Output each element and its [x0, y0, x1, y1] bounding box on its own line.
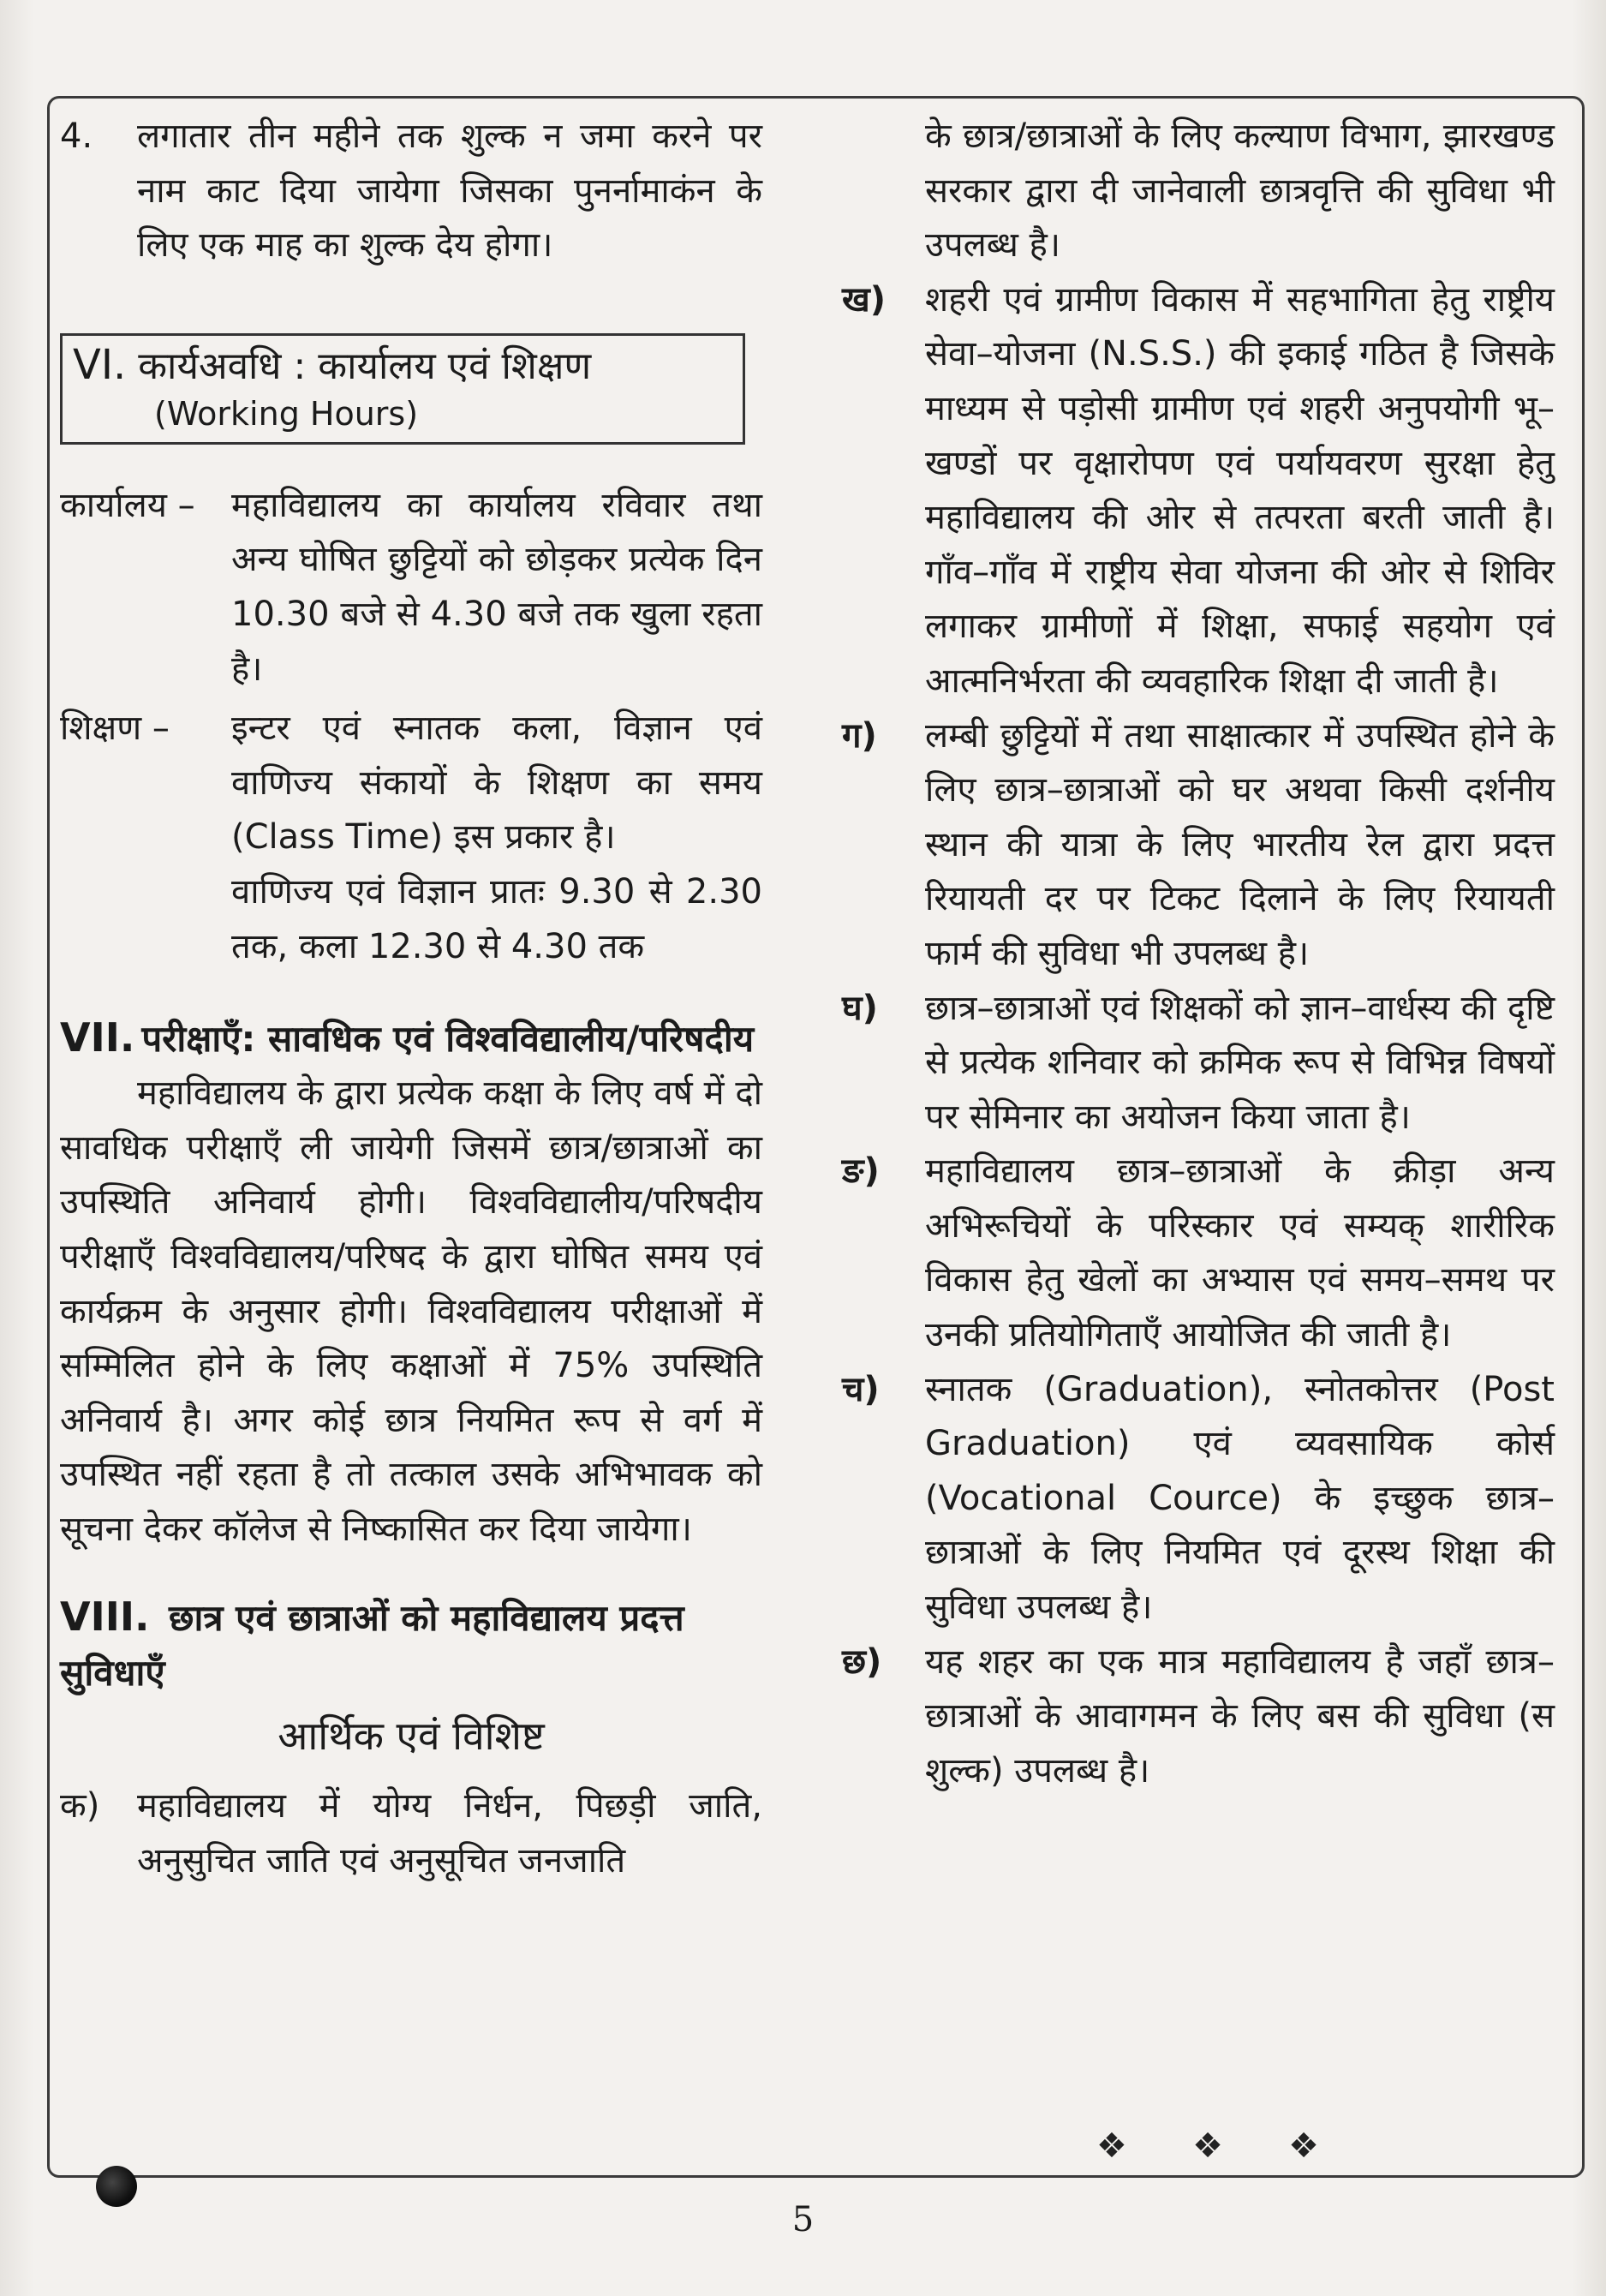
rule-item-4 — [60, 110, 762, 273]
facility-item-gha — [844, 982, 1555, 1145]
ornament-icon: ❖ — [1192, 2126, 1223, 2166]
item-text: स्नातक (Graduation), स्नोतकोत्तर (Post Graduation) एवं व्यवसायिक कोर्स (Vocational Cource) के इच्छुक छात्र–छात्राओं के लिए नियमित एवं दूरस्थ शिक्षा की सुविधा उपलब्ध है। — [925, 1369, 1555, 1628]
item-text: महाविद्यालय छात्र–छात्राओं के क्रीड़ा अन्य अभिरूचियों के परिस्कार एवं सम्यक् शारीरिक विकास हेतु खेलों का अभ्यास एवं समय–समथ पर उनकी प्रतियोगिताएँ आयोजित की जाती है। — [925, 1151, 1555, 1355]
ornament-icon: ❖ — [1096, 2126, 1127, 2166]
item-text: छात्र–छात्राओं एवं शिक्षकों को ज्ञान–वार्धस्य की दृष्टि से प्रत्येक शनिवार को क्रमिक रूप से विभिन्न विषयों पर सेमिनार का अयोजन किया जाता है। — [925, 988, 1555, 1137]
teaching-hours — [60, 702, 762, 865]
item-number: ग) — [842, 715, 877, 756]
section-subtitle: (Working Hours) — [154, 394, 419, 433]
item-text: यह शहर का एक मात्र महाविद्यालय है जहाँ छात्र–छात्राओं के आवागमन के लिए बस की सुविधा (स शुल्क) उपलब्ध है। — [925, 1641, 1555, 1791]
section-6-heading-box — [60, 333, 745, 445]
section-roman-numeral: VIII. — [60, 1593, 150, 1641]
item-text: लगातार तीन महीने तक शुल्क न जमा करने पर नाम काट दिया जायेगा जिसका पुनर्नामाकंन के लिए एक माह का शुल्क देय होगा। — [137, 117, 762, 266]
teaching-text: इन्टर एवं स्नातक कला, विज्ञान एवं वाणिज्य संकायों के शिक्षण का समय (Class Time) इस प्रकार है। — [231, 709, 762, 858]
item-number: ङ) — [842, 1151, 880, 1192]
office-label: कार्यालय – — [60, 485, 195, 525]
office-text: महाविद्यालय का कार्यालय रविवार तथा अन्य घोषित छुट्टियों को छोड़कर प्रत्येक दिन 10.30 बजे से 4.30 बजे तक खुला रहता है। — [231, 485, 762, 689]
section-8-heading — [60, 1589, 762, 1701]
facility-item-ka — [60, 1779, 762, 1888]
item-number: 4. — [60, 117, 93, 156]
exam-paragraph: महाविद्यालय के द्वारा प्रत्येक कक्षा के लिए वर्ष में दो सावधिक परीक्षाएँ ली जायेगी जिसमें छात्र/छात्राओं का उपस्थिति अनिवार्य होगी। विश्वविद्यालीय/परिषदीय परीक्षाएँ विश्वविद्यालय/परिषद के द्वारा घोषित समय एवं कार्यक्रम के अनुसार होगी। विश्वविद्यालय परीक्षाओं में सम्मिलित होने के लिए कक्षाओं में 75% उपस्थिति अनिवार्य है। अगर कोई छात्र नियमित रूप से वर्ग में उपस्थित नहीं रहता है तो तत्काल उसके अभिभावक को सूचना देकर कॉलेज से निष्कासित कर दिया जायेगा। — [60, 1073, 762, 1549]
section-title: छात्र एवं छात्राओं को महाविद्यालय प्रदत्त सुविधाएँ — [60, 1597, 684, 1695]
teaching-label: शिक्षण – — [60, 709, 170, 749]
facility-item-ga — [844, 709, 1555, 982]
item-number: ख) — [842, 279, 887, 320]
facility-item-cha — [844, 1363, 1555, 1635]
class-timing: वाणिज्य एवं विज्ञान प्रातः 9.30 से 2.30 तक, कला 12.30 से 4.30 तक — [231, 871, 762, 966]
right-column — [844, 110, 1555, 1798]
item-number: घ) — [842, 988, 878, 1028]
section-roman-numeral: VI. — [73, 340, 127, 389]
item-number: छ) — [842, 1641, 882, 1682]
left-column — [60, 110, 762, 1889]
office-hours — [60, 479, 762, 697]
item-number: क) — [60, 1786, 100, 1827]
section-title: कार्यअवधि : कार्यालय एवं शिक्षण — [138, 344, 592, 388]
end-ornament — [1096, 2126, 1319, 2169]
item-text: शहरी एवं ग्रामीण विकास में सहभागिता हेतु राष्ट्रीय सेवा–योजना (N.S.S.) की इकाई गठित है जिसके माध्यम से पड़ोसी ग्रामीण एवं शहरी अनुपयोगी भू–खण्डों पर वृक्षारोपण एवं पर्यायवरण सुरक्षा हेतु महाविद्यालय की ओर से तत्परता बरती जाती है। गाँव–गाँव में राष्ट्रीय सेवा योजना की ओर से शिविर लगाकर ग्रामीणों में शिक्षा, सफाई सहयोग एवं आत्मनिर्भरता की व्यवहारिक शिक्षा दी जाती है। — [925, 279, 1555, 701]
section-title: परीक्षाएँ: सावधिक एवं विश्वविद्यालीय/परिषदीय — [141, 1018, 755, 1061]
facility-item-nga — [844, 1145, 1555, 1362]
facility-item-kha — [844, 273, 1555, 709]
item-number: च) — [842, 1369, 880, 1409]
item-text: लम्बी छुट्टियों में तथा साक्षात्कार में उपस्थित होने के लिए छात्र–छात्राओं को घर अथवा किसी दर्शनीय स्थान की यात्रा के लिए भारतीय रेल द्वारा प्रदत्त रियायती दर पर टिकट दिलाने के लिए रियायती फार्म की सुविधा भी उपलब्ध है। — [925, 715, 1555, 973]
section-7-heading — [60, 1010, 762, 1067]
facility-item-chha — [844, 1635, 1555, 1799]
facility-item-ka-continued: के छात्र/छात्राओं के लिए कल्याण विभाग, झारखण्ड सरकार द्वारा दी जानेवाली छात्रवृत्ति की सुविधा भी उपलब्ध है। — [925, 117, 1555, 266]
section-roman-numeral: VII. — [60, 1014, 135, 1061]
section-subtitle: आर्थिक एवं विशिष्ट — [278, 1713, 545, 1760]
item-text: महाविद्यालय में योग्य निर्धन, पिछड़ी जाति, अनुसुचित जाति एवं अनुसूचित जनजाति — [137, 1786, 762, 1881]
ornament-icon: ❖ — [1288, 2126, 1319, 2166]
page-number: 5 — [791, 2200, 815, 2239]
